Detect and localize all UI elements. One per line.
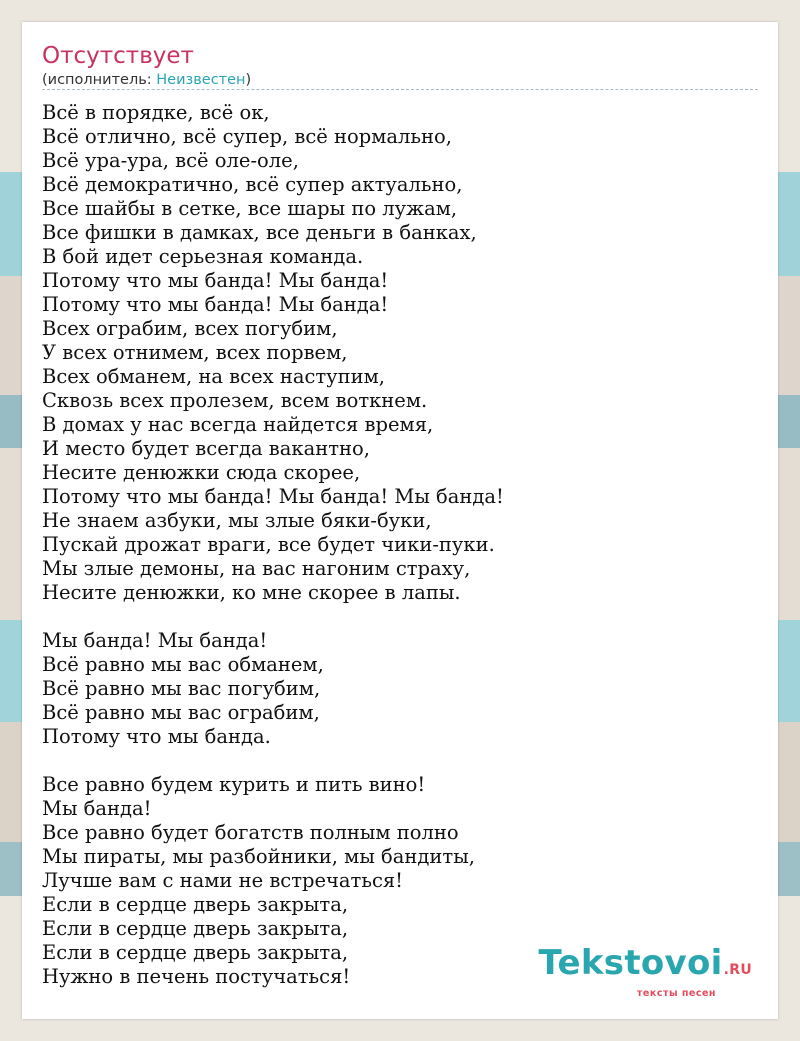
lyric-line: Несите денюжки, ко мне скорее в лапы.	[42, 581, 461, 604]
lyric-line: Все равно будет богатств полным полно	[42, 821, 459, 844]
lyric-line: Всё равно мы вас ограбим,	[42, 701, 320, 724]
song-title: Отсутствует	[42, 43, 194, 69]
artist-line	[42, 71, 251, 89]
lyric-line: Потому что мы банда.	[42, 725, 271, 748]
lyrics-card	[22, 22, 778, 1019]
lyric-line: Мы банда!	[42, 797, 152, 820]
lyric-line: Если в сердце дверь закрыта,	[42, 893, 349, 916]
lyrics-text	[42, 101, 752, 989]
lyric-line: Всё демократично, всё супер актуально,	[42, 173, 463, 196]
lyric-line: В бой идет серьезная команда.	[42, 245, 364, 268]
lyric-line: Всё отлично, всё супер, всё нормально,	[42, 125, 452, 148]
lyric-line: Потому что мы банда! Мы банда!	[42, 293, 389, 316]
logo-tld: .RU	[723, 962, 752, 978]
lyric-line: В домах у нас всегда найдется время,	[42, 413, 434, 436]
lyric-line: У всех отнимем, всех порвем,	[42, 341, 348, 364]
lyric-line: Всех обманем, на всех наступим,	[42, 365, 385, 388]
lyric-line: И место будет всегда вакантно,	[42, 437, 370, 460]
artist-suffix: )	[245, 72, 252, 88]
lyric-line: Все фишки в дамках, все деньги в банках,	[42, 221, 477, 244]
lyric-line: Всё в порядке, всё ок,	[42, 101, 270, 124]
lyric-line: Потому что мы банда! Мы банда! Мы банда!	[42, 485, 504, 508]
lyric-line: Всё равно мы вас погубим,	[42, 677, 321, 700]
title-divider	[42, 89, 758, 90]
site-logo[interactable]	[539, 945, 752, 999]
lyric-line: Мы банда! Мы банда!	[42, 629, 268, 652]
lyric-line: Лучше вам с нами не встречаться!	[42, 869, 404, 892]
lyric-line: Мы пираты, мы разбойники, мы бандиты,	[42, 845, 475, 868]
logo-wordmark	[539, 945, 752, 988]
stanza-break	[42, 605, 752, 629]
lyric-line: Не знаем азбуки, мы злые бяки-буки,	[42, 509, 432, 532]
logo-tagline: тексты песен	[636, 988, 716, 999]
lyric-line: Всё равно мы вас обманем,	[42, 653, 324, 676]
lyric-line: Все шайбы в сетке, все шары по лужам,	[42, 197, 458, 220]
stanza-break	[42, 749, 752, 773]
lyric-line: Всех ограбим, всех погубим,	[42, 317, 338, 340]
lyric-line: Нужно в печень постучаться!	[42, 965, 351, 988]
logo-name: Tekstovoi	[538, 943, 723, 983]
lyric-line: Потому что мы банда! Мы банда!	[42, 269, 389, 292]
lyric-line: Пускай дрожат враги, все будет чики-пуки.	[42, 533, 495, 556]
artist-link[interactable]: Неизвестен	[156, 72, 246, 88]
lyric-line: Если в сердце дверь закрыта,	[42, 917, 349, 940]
lyric-line: Если в сердце дверь закрыта,	[42, 941, 349, 964]
lyric-line: Всё ура-ура, всё оле-оле,	[42, 149, 299, 172]
lyric-line: Все равно будем курить и пить вино!	[42, 773, 426, 796]
lyric-line: Мы злые демоны, на вас нагоним страху,	[42, 557, 471, 580]
lyric-line: Сквозь всех пролезем, всем воткнем.	[42, 389, 428, 412]
artist-prefix: (исполнитель:	[42, 72, 157, 88]
lyric-line: Несите денюжки сюда скорее,	[42, 461, 361, 484]
